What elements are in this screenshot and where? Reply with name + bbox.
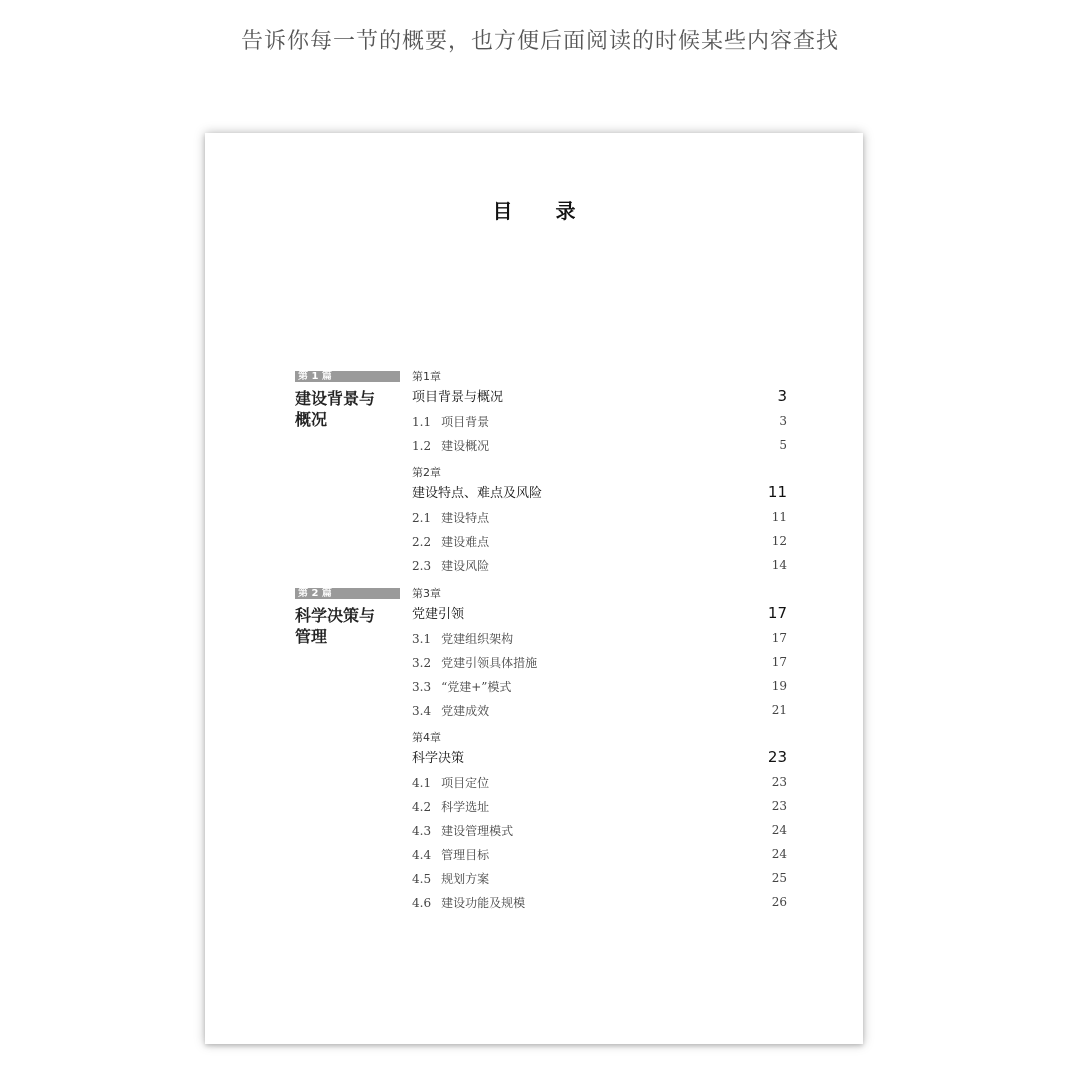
part-2 <box>295 588 400 647</box>
section-entry[interactable] <box>412 842 787 866</box>
chapter-entry[interactable] <box>412 746 787 770</box>
section-number: 3.2 <box>412 656 432 670</box>
section-number: 1.2 <box>412 439 432 453</box>
caption-text: 告诉你每一节的概要，也方便后面阅读的时候某些内容查找 <box>240 29 839 54</box>
section-page: 12 <box>771 534 787 548</box>
section-page: 17 <box>771 655 787 669</box>
section-page: 24 <box>771 847 787 861</box>
section-entry[interactable] <box>412 866 787 890</box>
section-title: 建设概况 <box>441 439 490 453</box>
section-title: 建设管理模式 <box>441 824 514 838</box>
section-number: 1.1 <box>412 415 432 429</box>
section-number: 3.3 <box>412 680 432 694</box>
section-entry[interactable] <box>412 818 787 842</box>
section-title: 党建成效 <box>441 704 490 718</box>
section-entry[interactable] <box>412 626 787 650</box>
section-title: “党建+”模式 <box>441 680 512 694</box>
section-number: 3.4 <box>412 704 432 718</box>
section-title: 建设特点 <box>441 511 490 525</box>
part-tag: 第 1 篇 <box>295 371 400 382</box>
section-title: 规划方案 <box>441 872 490 886</box>
toc-title: 目 录 <box>492 199 594 223</box>
section-title: 党建组织架构 <box>441 632 514 646</box>
chapter-entry[interactable] <box>412 385 787 409</box>
section-page: 25 <box>771 871 787 885</box>
part-title-line: 管理 <box>295 627 328 646</box>
section-title: 建设功能及规模 <box>441 896 526 910</box>
chapter-page: 3 <box>777 387 787 405</box>
chapter-title: 党建引领 <box>412 607 465 622</box>
section-page: 11 <box>771 510 787 524</box>
chapter-title: 科学决策 <box>412 751 465 766</box>
section-page: 5 <box>779 438 787 452</box>
section-entry[interactable] <box>412 770 787 794</box>
section-entry[interactable] <box>412 433 787 457</box>
section-page: 23 <box>771 775 787 789</box>
section-entry[interactable] <box>412 674 787 698</box>
section-number: 4.6 <box>412 896 432 910</box>
part-title <box>295 388 400 430</box>
section-page: 19 <box>771 679 787 693</box>
chapter-2 <box>412 467 787 577</box>
section-number: 4.1 <box>412 776 432 790</box>
section-title: 项目定位 <box>441 776 490 790</box>
section-entry[interactable] <box>412 650 787 674</box>
section-entry[interactable] <box>412 698 787 722</box>
chapter-number: 第2章 <box>412 466 441 479</box>
toc-page <box>205 133 863 1044</box>
chapter-title: 项目背景与概况 <box>412 390 504 405</box>
chapter-page: 11 <box>767 483 787 501</box>
part-1 <box>295 371 400 430</box>
section-entry[interactable] <box>412 529 787 553</box>
section-page: 24 <box>771 823 787 837</box>
part-title <box>295 605 400 647</box>
chapter-title: 建设特点、难点及风险 <box>412 486 543 501</box>
section-title: 科学选址 <box>441 800 490 814</box>
section-number: 3.1 <box>412 632 432 646</box>
chapter-page: 23 <box>767 748 787 766</box>
section-entry[interactable] <box>412 794 787 818</box>
section-number: 4.5 <box>412 872 432 886</box>
section-entry[interactable] <box>412 890 787 914</box>
section-page: 21 <box>771 703 787 717</box>
chapter-3 <box>412 588 787 722</box>
section-title: 管理目标 <box>441 848 490 862</box>
section-title: 项目背景 <box>441 415 490 429</box>
section-number: 4.3 <box>412 824 432 838</box>
chapter-entry[interactable] <box>412 481 787 505</box>
section-page: 3 <box>779 414 787 428</box>
chapter-number: 第4章 <box>412 731 441 744</box>
section-number: 2.1 <box>412 511 432 525</box>
section-entry[interactable] <box>412 553 787 577</box>
chapter-number: 第3章 <box>412 587 441 600</box>
section-title: 建设风险 <box>441 559 490 573</box>
section-number: 2.2 <box>412 535 432 549</box>
section-number: 4.4 <box>412 848 432 862</box>
chapter-number: 第1章 <box>412 370 441 383</box>
chapter-4 <box>412 732 787 914</box>
part-title-line: 建设背景与 <box>295 389 376 408</box>
part-title-line: 科学决策与 <box>295 606 376 625</box>
chapter-entry[interactable] <box>412 602 787 626</box>
section-title: 建设难点 <box>441 535 490 549</box>
chapter-page: 17 <box>767 604 787 622</box>
section-page: 14 <box>771 558 787 572</box>
part-title-line: 概况 <box>295 410 328 429</box>
section-title: 党建引领具体措施 <box>441 656 538 670</box>
part-tag: 第 2 篇 <box>295 588 400 599</box>
section-page: 17 <box>771 631 787 645</box>
section-number: 2.3 <box>412 559 432 573</box>
section-page: 23 <box>771 799 787 813</box>
section-page: 26 <box>771 895 787 909</box>
chapter-1 <box>412 371 787 457</box>
section-number: 4.2 <box>412 800 432 814</box>
section-entry[interactable] <box>412 409 787 433</box>
section-entry[interactable] <box>412 505 787 529</box>
